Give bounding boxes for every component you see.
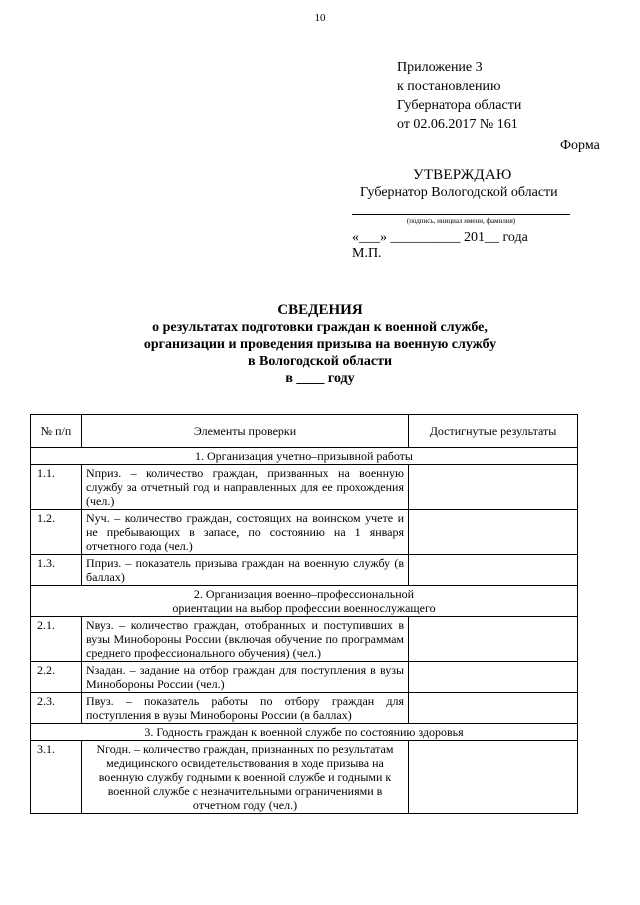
result-cell[interactable] xyxy=(409,510,578,555)
row-num: 2.2. xyxy=(31,662,82,693)
header-results: Достигнутые результаты xyxy=(409,415,578,448)
results-table xyxy=(30,414,578,814)
row-num: 3.1. xyxy=(31,741,82,814)
section-row xyxy=(31,448,578,465)
table-row xyxy=(31,465,578,510)
document-subtitle: о результатах подготовки граждан к военной службе, xyxy=(152,320,488,335)
row-text: Nзадан. – задание на отбор граждан для поступления в вузы Минобороны России (чел.) xyxy=(82,662,409,693)
section-title: 3. Годность граждан к военной службе по состоянию здоровья xyxy=(31,724,578,741)
section-title-line: ориентации на выбор профессии военнослужащего xyxy=(172,601,436,615)
row-text: Nуч. – количество граждан, состоящих на воинском учете и не пребывающих в запасе, по состоянию на 1 января отчетного года (чел.) xyxy=(82,510,409,555)
row-text: Пприз. – показатель призыва граждан на военную службу (в баллах) xyxy=(82,555,409,586)
result-cell[interactable] xyxy=(409,555,578,586)
form-label: Форма xyxy=(560,138,600,153)
table-row xyxy=(31,741,578,814)
row-text: Nвуз. – количество граждан, отобранных и поступивших в вузы Минобороны России (включая обучение по программам среднего профессионального обучения) (чел.) xyxy=(82,617,409,662)
section-row xyxy=(31,724,578,741)
result-cell[interactable] xyxy=(409,465,578,510)
annex-block xyxy=(397,58,521,134)
row-num: 1.1. xyxy=(31,465,82,510)
row-text: Пвуз. – показатель работы по отбору граждан для поступления в вузы Минобороны России (в баллах) xyxy=(82,693,409,724)
row-num: 1.2. xyxy=(31,510,82,555)
signature-caption: (подпись, инициал имени, фамилия) xyxy=(406,217,516,225)
row-text: Nприз. – количество граждан, призванных на военную службу за отчетный год и направленных для ее прохождения (чел.) xyxy=(82,465,409,510)
row-num: 2.3. xyxy=(31,693,82,724)
result-cell[interactable] xyxy=(409,741,578,814)
page-number: 10 xyxy=(314,12,326,24)
signature-line xyxy=(352,214,570,215)
stamp-label: М.П. xyxy=(352,246,382,261)
table-row xyxy=(31,555,578,586)
section-title-line: 2. Организация военно–профессиональной xyxy=(193,587,415,601)
row-num: 2.1. xyxy=(31,617,82,662)
annex-line: к постановлению xyxy=(397,79,501,94)
section-title: 1. Организация учетно–призывной работы xyxy=(31,448,578,465)
approval-title: УТВЕРЖДАЮ xyxy=(413,167,512,183)
header-elements: Элементы проверки xyxy=(82,415,409,448)
annex-line: от 02.06.2017 № 161 xyxy=(397,117,518,132)
result-cell[interactable] xyxy=(409,693,578,724)
row-num: 1.3. xyxy=(31,555,82,586)
table-row xyxy=(31,510,578,555)
document-subtitle: организации и проведения призыва на военную службу xyxy=(143,337,497,352)
section-row xyxy=(31,586,578,617)
table-row xyxy=(31,662,578,693)
approval-who: Губернатор Вологодской области xyxy=(360,185,558,200)
result-cell[interactable] xyxy=(409,617,578,662)
result-cell[interactable] xyxy=(409,662,578,693)
document-year: в ____ году xyxy=(285,371,355,386)
table-row xyxy=(31,617,578,662)
document-title: СВЕДЕНИЯ xyxy=(277,302,363,318)
table-row xyxy=(31,693,578,724)
date-line: «___» __________ 201__ года xyxy=(352,230,528,245)
annex-line: Губернатора области xyxy=(397,98,522,113)
header-num: № п/п xyxy=(31,415,82,448)
row-text: Nгодн. – количество граждан, признанных по результатам медицинского освидетельствования в ходе призыва на военную службу годными к военной службе и годными к военной службе с незначительными ограничениями в отчетном году (чел.) xyxy=(82,741,409,814)
annex-line: Приложение 3 xyxy=(397,60,483,75)
document-subtitle: в Вологодской области xyxy=(247,354,393,369)
table-header-row xyxy=(31,415,578,448)
section-title xyxy=(31,586,578,617)
